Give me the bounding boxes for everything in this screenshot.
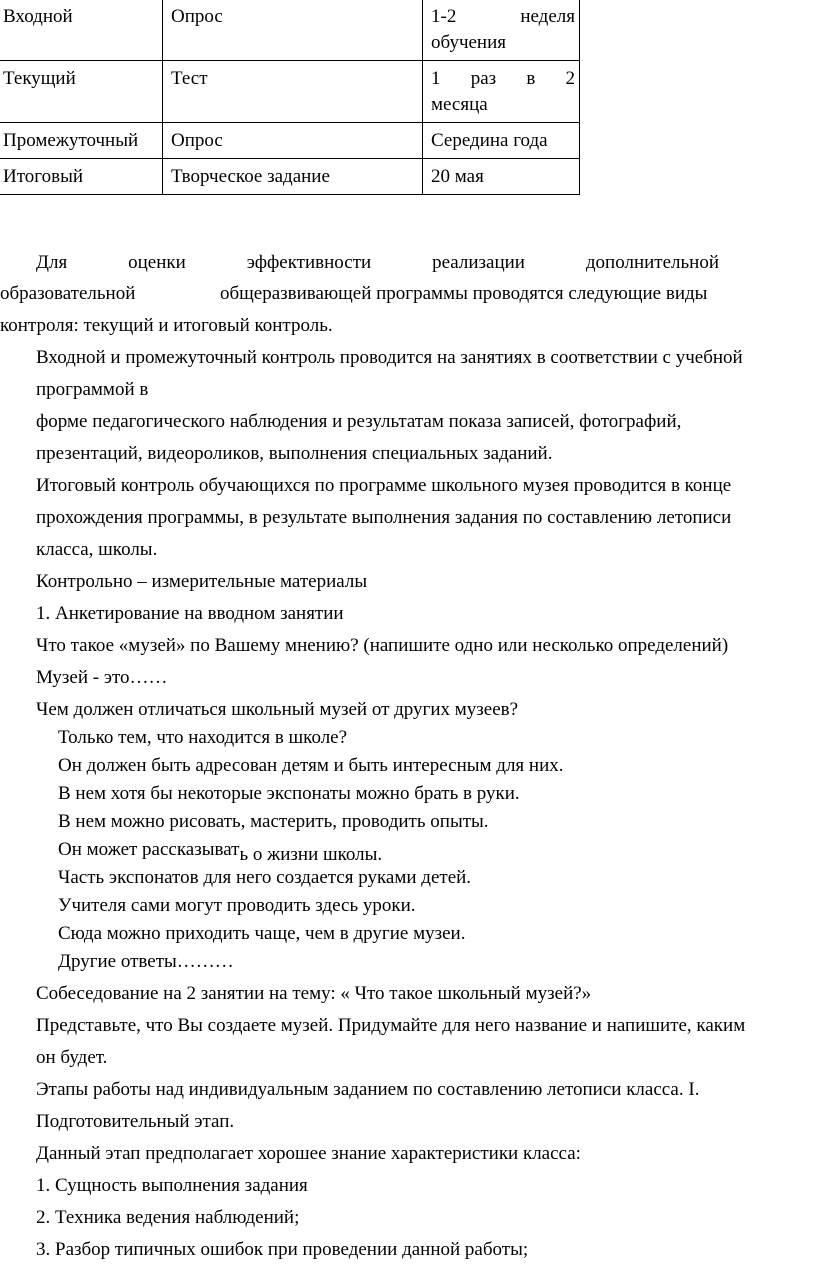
word: эффективности [246, 252, 372, 273]
list-item: Он должен быть адресован детям и быть интересным для них. [58, 755, 564, 776]
table-row [0, 0, 580, 61]
paragraph-line: прохождения программы, в результате выполнения задания по составлению летописи [36, 507, 732, 528]
table-row [0, 61, 580, 123]
word: образовательной [0, 283, 136, 304]
section-heading: Контрольно – измерительные материалы [36, 571, 368, 592]
table-cell: Итоговый [0, 159, 163, 195]
cell-line: 1-2 неделя [431, 6, 575, 27]
paragraph-line: Этапы работы над индивидуальным заданием по составлению летописи класса. I. [36, 1079, 700, 1100]
paragraph-line: Подготовительный этап. [36, 1111, 235, 1132]
control-table [0, 0, 580, 195]
paragraph-line: программой в [36, 379, 149, 400]
table-cell: Творческое задание [163, 159, 423, 195]
cell-line: 1 раз в 2 [431, 68, 575, 89]
list-item: 2. Техника ведения наблюдений; [36, 1207, 300, 1228]
list-item: Другие ответы……… [58, 951, 234, 972]
table-cell: Опрос [163, 0, 423, 61]
word: оценки [128, 252, 186, 273]
list-item: В нем хотя бы некоторые экспонаты можно брать в руки. [58, 783, 520, 804]
word: реализации [432, 252, 525, 273]
table-cell [423, 0, 580, 61]
list-item: Часть экспонатов для него создается руками детей. [58, 867, 472, 888]
word: Для [36, 252, 68, 273]
table-cell: Промежуточный [0, 123, 163, 159]
table-cell: Входной [0, 0, 163, 61]
paragraph-line: он будет. [36, 1047, 108, 1068]
list-item: Только тем, что находится в школе? [58, 727, 348, 748]
cell-line: обучения [431, 32, 507, 53]
table-row [0, 123, 580, 159]
paragraph-line: класса, школы. [36, 539, 158, 560]
text: общеразвивающей программы проводятся следующие виды [220, 283, 708, 304]
table-cell [423, 61, 580, 123]
table-cell: Середина года [423, 123, 580, 159]
table-cell: 20 мая [423, 159, 580, 195]
table-cell: Опрос [163, 123, 423, 159]
list-item: 1. Сущность выполнения задания [36, 1175, 308, 1196]
paragraph-line: презентаций, видеороликов, выполнения специальных заданий. [36, 443, 553, 464]
answer-line: Музей - это…… [36, 667, 168, 688]
list-item: Учителя сами могут проводить здесь уроки. [58, 895, 416, 916]
paragraph-line: Собеседование на 2 занятии на тему: « Что такое школьный музей?» [36, 983, 592, 1004]
list-item: Он может рассказывать о жизни школы. [58, 839, 383, 865]
table-cell: Тест [163, 61, 423, 123]
list-item: Сюда можно приходить чаще, чем в другие музеи. [58, 923, 466, 944]
paragraph-line: Данный этап предполагает хорошее знание характеристики класса: [36, 1143, 581, 1164]
intro-line-2 [0, 283, 772, 305]
paragraph-line: Представьте, что Вы создаете музей. Придумайте для него название и напишите, каким [36, 1015, 746, 1036]
paragraph-line: Итоговый контроль обучающихся по программе школьного музея проводится в конце [36, 475, 732, 496]
table-cell: Текущий [0, 61, 163, 123]
section-heading: 1. Анкетирование на вводном занятии [36, 603, 344, 624]
question: Чем должен отличаться школьный музей от других музеев? [36, 699, 519, 720]
list-item: 3. Разбор типичных ошибок при проведении данной работы; [36, 1239, 529, 1260]
word: дополнительной [585, 252, 719, 273]
table-row [0, 159, 580, 195]
paragraph-line: Входной и промежуточный контроль проводится на занятиях в соответствии с учебной [36, 347, 743, 368]
question: Что такое «музей» по Вашему мнению? (напишите одно или несколько определений) [36, 635, 729, 656]
intro-line-1 [36, 252, 719, 274]
cell-line: месяца [431, 94, 488, 115]
paragraph-line: форме педагогического наблюдения и результатам показа записей, фотографий, [36, 411, 682, 432]
list-item: В нем можно рисовать, мастерить, проводить опыты. [58, 811, 489, 832]
intro-line-3: контроля: текущий и итоговый контроль. [0, 315, 333, 336]
